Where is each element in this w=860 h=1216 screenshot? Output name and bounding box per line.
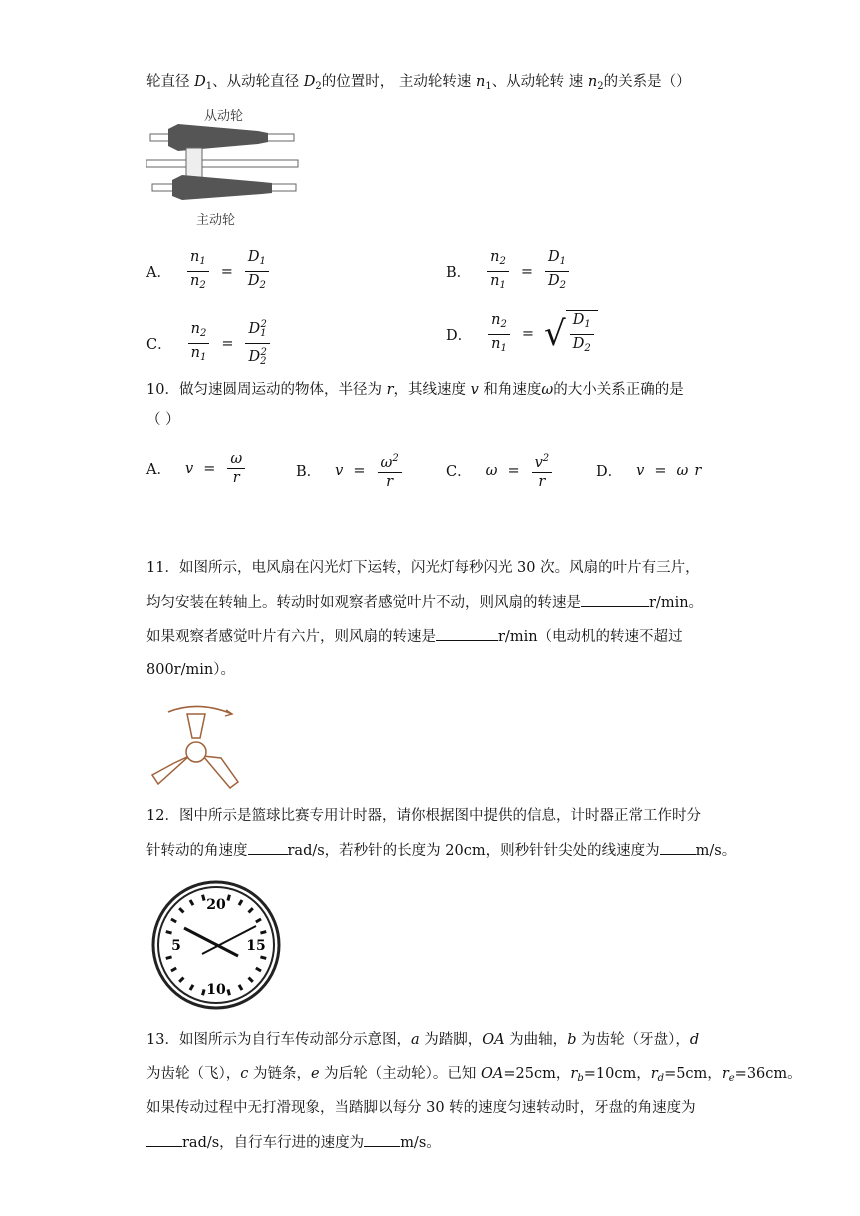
- q9-stem: 轮直径 $D_1$、从动轮直径 $D_2$的位置时， 主动轮转速 $n_1$、从动轮转 速 $n_2$的关系是（）: [146, 74, 691, 92]
- q9-var: n: [587, 74, 598, 90]
- driving-cone: [172, 175, 272, 200]
- answer-blank[interactable]: [146, 1132, 182, 1147]
- fan-blade: [152, 756, 189, 784]
- sqrt-symbol: √ $\frac{D_1}{D_2}$: [544, 310, 598, 358]
- q10-option-a[interactable]: A． v = $\frac{\omega}{r}$: [146, 450, 247, 487]
- q11-line3: 如果观察者感觉叶片有六片，则风扇的转速是 r/min（电动机的转速不超过: [146, 626, 683, 647]
- clock-label-right: 15: [246, 938, 266, 954]
- q9-stem-text: 、从动轮直径: [212, 74, 304, 90]
- option-label: D．: [446, 327, 473, 344]
- clock-tick: [166, 957, 172, 959]
- clock-label-bottom: 10: [206, 982, 226, 998]
- q10-stem: 10．做匀速圆周运动的物体，半径为 r，其线速度 v 和角速度ω的大小关系正确的是: [146, 382, 684, 398]
- option-label: A．: [146, 265, 171, 281]
- q10-option-d[interactable]: D． v = ω r: [596, 462, 702, 480]
- clock-label-top: 20: [206, 897, 226, 913]
- q9-option-a[interactable]: A． $\frac{n_1}{n_2}$ = $\frac{D_1}{D_2}$: [146, 248, 271, 295]
- clock-tick: [203, 989, 205, 995]
- q10-option-b[interactable]: B． v = $\frac{\omega^2}{r}$: [296, 450, 404, 491]
- q11-line1: 11．如图所示，电风扇在闪光灯下运转，闪光灯每秒闪光 30 次。风扇的叶片有三片，: [146, 560, 700, 576]
- rotation-arc: [168, 706, 232, 714]
- q13-line2: 为齿轮（飞），c 为链条，e 为后轮（主动轮）。已知 OA=25cm，$r_b=10cm$，$r_d=5cm$，$r_e=36cm$。: [146, 1066, 802, 1084]
- q9-option-b[interactable]: B． $\frac{n_2}{n_1}$ = $\frac{D_1}{D_2}$: [446, 248, 571, 295]
- q11-line4: 800r/min）。: [146, 662, 235, 678]
- fan-blade: [187, 714, 205, 738]
- q13-line1: 13．如图所示为自行车传动部分示意图，a 为踏脚，OA 为曲轴，b 为齿轮（牙盘），d: [146, 1032, 700, 1048]
- q9-option-c[interactable]: C． $\frac{n_2}{n_1}$ = $\frac{D_1^2}{D_2^2}$: [146, 316, 272, 371]
- fan-hub: [186, 742, 206, 762]
- fan-blade: [203, 756, 238, 788]
- q10-stem-paren: （ ）: [146, 412, 180, 428]
- clock-tick: [260, 932, 266, 934]
- clock-tick: [228, 895, 230, 901]
- q13-line3: 如果传动过程中无打滑现象，当踏脚以每分 30 转的速度匀速转动时，牙盘的角速度为: [146, 1100, 696, 1116]
- q11-line2: 均匀安装在转轴上。转动时如观察者感觉叶片不动，则风扇的转速是 r/min。: [146, 592, 703, 613]
- answer-blank[interactable]: [660, 840, 696, 855]
- q9-stem-text: 的位置时， 主动轮转速: [321, 74, 476, 90]
- clock-tick: [203, 895, 205, 901]
- q9-option-d[interactable]: D． $\frac{n_2}{n_1}$ = √ $\frac{D_1}{D_2}$: [446, 310, 598, 358]
- q13-line4: rad/s，自行车行进的速度为 m/s。: [146, 1132, 441, 1153]
- q9-stem-text: 轮直径: [146, 74, 195, 90]
- driven-cone: [168, 124, 268, 151]
- middle-rod: [146, 160, 298, 167]
- q9-stem-text: 、从动轮转 速: [491, 74, 588, 90]
- answer-blank[interactable]: [248, 840, 288, 855]
- q12-line1: 12．图中所示是篮球比赛专用计时器，请你根据图中提供的信息，计时器正常工作时分: [146, 808, 701, 824]
- q10-option-c[interactable]: C． ω = $\frac{v^2}{r}$: [446, 450, 554, 491]
- cone-pulley-figure: [146, 100, 306, 232]
- q9-var: D: [194, 74, 206, 90]
- q9-stem-text: 的关系是（）: [603, 74, 691, 90]
- answer-blank[interactable]: [436, 626, 498, 641]
- q9-fig-top-label: 从动轮: [204, 109, 244, 124]
- option-label: C．: [146, 337, 172, 353]
- clock-tick: [228, 989, 230, 995]
- basketball-timer-figure: [146, 880, 288, 1010]
- answer-blank[interactable]: [364, 1132, 400, 1147]
- q9-var: D: [303, 74, 316, 90]
- q12-line2: 针转动的角速度 rad/s，若秒针的长度为 20cm，则秒针针尖处的线速度为 m/s。: [146, 840, 736, 861]
- clock-tick: [166, 932, 172, 934]
- clock-label-left: 5: [171, 938, 181, 954]
- fan-figure: [146, 700, 246, 790]
- q9-fig-bottom-label: 主动轮: [196, 213, 236, 228]
- answer-blank[interactable]: [581, 592, 649, 607]
- clock-tick: [260, 957, 266, 959]
- q9-var: n: [475, 74, 486, 90]
- option-label: B．: [446, 265, 472, 281]
